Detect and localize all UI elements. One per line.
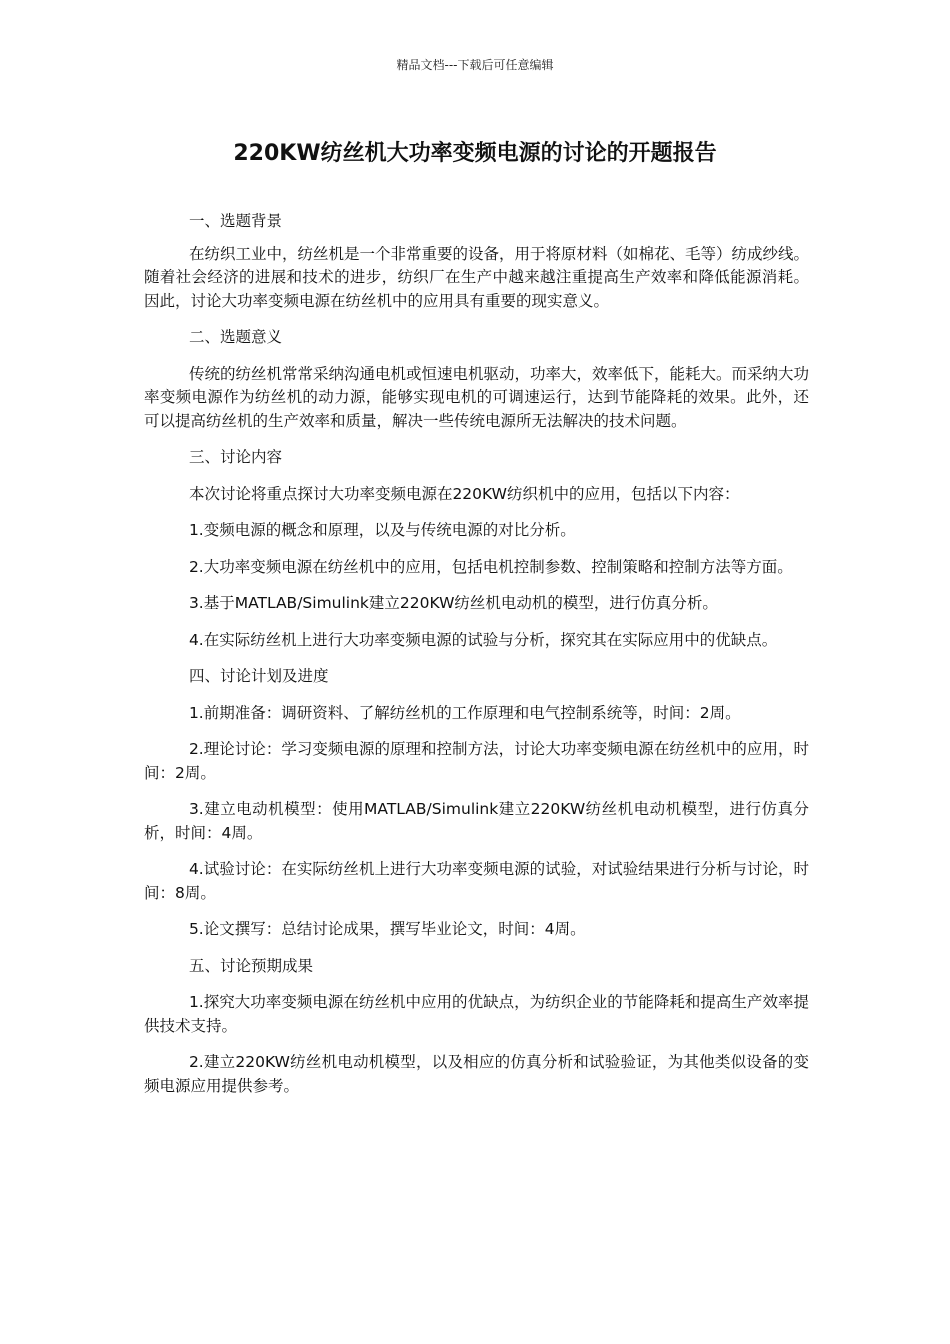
list-item-content-1: 1.变频电源的概念和原理，以及与传统电源的对比分析。 <box>188 521 576 539</box>
list-item-outcome-2: 2.建立220KW纺丝机电动机模型，以及相应的仿真分析和试验验证，为其他类似设备的变频电源应用提供参考。 <box>144 1053 809 1095</box>
list-item-outcome-1: 1.探究大功率变频电源在纺丝机中应用的优缺点，为纺织企业的节能降耗和提高生产效率提供技术支持。 <box>144 993 809 1035</box>
paragraph-background: 在纺织工业中，纺丝机是一个非常重要的设备，用于将原材料（如棉花、毛等）纺成纱线。随着社会经济的进展和技术的进步，纺织厂在生产中越来越注重提高生产效率和降低能源消耗。因此，讨论大功率变频电源在纺丝机中的应用具有重要的现实意义。 <box>144 244 809 310</box>
paragraph-content-intro: 本次讨论将重点探讨大功率变频电源在220KW纺织机中的应用，包括以下内容： <box>188 484 740 503</box>
paragraph-significance: 传统的纺丝机常常采纳沟通电机或恒速电机驱动，功率大，效率低下，能耗大。而采纳大功率变频电源作为纺丝机的动力源，能够实现电机的可调速运行，达到节能降耗的效果。此外，还可以提高纺丝机的生产效率和质量，解决一些传统电源所无法解决的技术问题。 <box>144 364 809 430</box>
section-heading-outcomes: 五、讨论预期成果 <box>188 956 313 975</box>
document-title: 220KW纺丝机大功率变频电源的讨论的开题报告 <box>233 141 717 166</box>
list-item-content-2: 2.大功率变频电源在纺丝机中的应用，包括电机控制参数、控制策略和控制方法等方面。 <box>188 557 793 576</box>
section-heading-plan: 四、讨论计划及进度 <box>188 667 329 685</box>
page-header: 精品文档---下载后可任意编辑 <box>396 58 554 72</box>
list-item-plan-2: 2.理论讨论：学习变频电源的原理和控制方法，讨论大功率变频电源在纺丝机中的应用，时间：2周。 <box>144 740 809 782</box>
list-item-content-4: 4.在实际纺丝机上进行大功率变频电源的试验与分析，探究其在实际应用中的优缺点。 <box>188 630 778 649</box>
section-heading-significance: 二、选题意义 <box>188 328 282 346</box>
section-heading-background: 一、选题背景 <box>188 212 282 230</box>
list-item-plan-1: 1.前期准备：调研资料、了解纺丝机的工作原理和电气控制系统等，时间：2周。 <box>188 703 741 722</box>
list-item-plan-5: 5.论文撰写：总结讨论成果，撰写毕业论文，时间：4周。 <box>188 920 586 938</box>
list-item-plan-3: 3.建立电动机模型：使用MATLAB/Simulink建立220KW纺丝机电动机模型，进行仿真分析，时间：4周。 <box>144 800 809 842</box>
list-item-content-3: 3.基于MATLAB/Simulink建立220KW纺丝机电动机的模型，进行仿真分析。 <box>188 594 718 612</box>
section-heading-content: 三、讨论内容 <box>188 448 282 466</box>
document-body <box>144 210 809 1111</box>
list-item-plan-4: 4.试验讨论：在实际纺丝机上进行大功率变频电源的试验，对试验结果进行分析与讨论，时间：8周。 <box>144 860 809 902</box>
